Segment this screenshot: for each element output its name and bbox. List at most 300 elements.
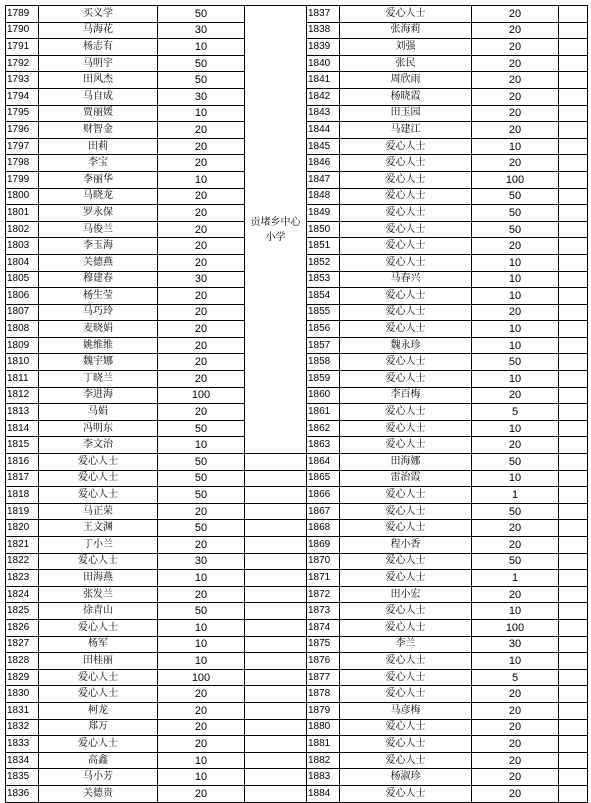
table-row xyxy=(6,537,588,554)
row-id: 1792 xyxy=(6,55,39,72)
empty-cell xyxy=(559,719,588,736)
donation-amount: 10 xyxy=(472,254,559,271)
donation-amount: 30 xyxy=(158,22,245,39)
row-id: 1837 xyxy=(307,6,340,23)
row-id: 1804 xyxy=(6,254,39,271)
donation-amount: 5 xyxy=(472,404,559,421)
donor-name: 爱心人士 xyxy=(340,553,472,570)
row-id: 1884 xyxy=(307,785,340,802)
empty-cell xyxy=(559,603,588,620)
donor-name: 爱心人士 xyxy=(340,653,472,670)
donation-amount: 20 xyxy=(158,155,245,172)
donation-amount: 20 xyxy=(472,72,559,89)
empty-cell xyxy=(559,586,588,603)
donation-amount: 20 xyxy=(472,122,559,139)
row-id: 1796 xyxy=(6,122,39,139)
donation-amount: 50 xyxy=(472,188,559,205)
row-id: 1822 xyxy=(6,553,39,570)
row-id: 1853 xyxy=(307,271,340,288)
donor-name: 田海燕 xyxy=(39,570,158,587)
row-id: 1834 xyxy=(6,752,39,769)
donor-name: 李兰 xyxy=(340,636,472,653)
empty-cell xyxy=(559,22,588,39)
row-id: 1806 xyxy=(6,288,39,305)
donation-amount: 30 xyxy=(472,636,559,653)
row-id: 1809 xyxy=(6,337,39,354)
row-id: 1800 xyxy=(6,188,39,205)
empty-cell xyxy=(559,437,588,454)
row-id: 1871 xyxy=(307,570,340,587)
donor-name: 马娟 xyxy=(39,404,158,421)
row-id: 1812 xyxy=(6,387,39,404)
table-row xyxy=(6,520,588,537)
school-cell-empty xyxy=(245,470,307,487)
donation-amount: 50 xyxy=(158,55,245,72)
donor-name: 丁晓兰 xyxy=(39,371,158,388)
donor-name: 爱心人士 xyxy=(340,669,472,686)
empty-cell xyxy=(559,653,588,670)
table-row xyxy=(6,686,588,703)
donation-amount: 10 xyxy=(472,271,559,288)
donation-amount: 20 xyxy=(472,702,559,719)
empty-cell xyxy=(559,105,588,122)
donor-name: 爱心人士 xyxy=(340,420,472,437)
donation-amount: 20 xyxy=(158,371,245,388)
donor-name: 马小芳 xyxy=(39,769,158,786)
donor-name: 爱心人士 xyxy=(340,188,472,205)
empty-cell xyxy=(559,155,588,172)
donor-name: 马彦梅 xyxy=(340,702,472,719)
donor-name: 买义学 xyxy=(39,6,158,23)
donation-amount: 50 xyxy=(472,354,559,371)
empty-cell xyxy=(559,238,588,255)
donation-amount: 30 xyxy=(158,553,245,570)
row-id: 1805 xyxy=(6,271,39,288)
empty-cell xyxy=(559,702,588,719)
donation-amount: 20 xyxy=(158,503,245,520)
school-cell-empty xyxy=(245,454,307,471)
row-id: 1817 xyxy=(6,470,39,487)
row-id: 1793 xyxy=(6,72,39,89)
donation-amount: 20 xyxy=(158,586,245,603)
donation-amount: 20 xyxy=(472,238,559,255)
donation-amount: 10 xyxy=(158,570,245,587)
donation-amount: 10 xyxy=(158,619,245,636)
table-row xyxy=(6,719,588,736)
empty-cell xyxy=(559,420,588,437)
row-id: 1858 xyxy=(307,354,340,371)
donor-name: 爱心人士 xyxy=(340,520,472,537)
donation-amount: 20 xyxy=(158,288,245,305)
empty-cell xyxy=(559,337,588,354)
row-id: 1856 xyxy=(307,321,340,338)
donor-name: 爱心人士 xyxy=(340,719,472,736)
donation-amount: 20 xyxy=(472,752,559,769)
donor-name: 丁小兰 xyxy=(39,537,158,554)
empty-cell xyxy=(559,487,588,504)
donor-name: 魏宇娜 xyxy=(39,354,158,371)
donor-name: 爱心人士 xyxy=(340,404,472,421)
donation-amount: 10 xyxy=(158,171,245,188)
donation-amount: 20 xyxy=(158,304,245,321)
donation-amount: 10 xyxy=(472,288,559,305)
donor-name: 郑万 xyxy=(39,719,158,736)
school-name-cell xyxy=(245,6,307,454)
donation-amount: 1 xyxy=(472,487,559,504)
donation-table xyxy=(5,5,588,803)
table-row xyxy=(6,570,588,587)
donation-amount: 20 xyxy=(472,304,559,321)
empty-cell xyxy=(559,304,588,321)
donation-amount: 100 xyxy=(472,171,559,188)
table-row xyxy=(6,736,588,753)
donation-amount: 10 xyxy=(158,39,245,56)
row-id: 1801 xyxy=(6,205,39,222)
donor-name: 爱心人士 xyxy=(39,454,158,471)
donor-name: 刘强 xyxy=(340,39,472,56)
donor-name: 爱心人士 xyxy=(340,321,472,338)
donor-name: 马自成 xyxy=(39,88,158,105)
empty-cell xyxy=(559,55,588,72)
school-cell-empty xyxy=(245,520,307,537)
row-id: 1865 xyxy=(307,470,340,487)
school-cell-empty xyxy=(245,537,307,554)
empty-cell xyxy=(559,188,588,205)
row-id: 1823 xyxy=(6,570,39,587)
donation-amount: 20 xyxy=(158,221,245,238)
row-id: 1872 xyxy=(307,586,340,603)
empty-cell xyxy=(559,138,588,155)
row-id: 1830 xyxy=(6,686,39,703)
donation-amount: 50 xyxy=(472,503,559,520)
row-id: 1860 xyxy=(307,387,340,404)
donation-amount: 10 xyxy=(472,371,559,388)
donor-name: 马海花 xyxy=(39,22,158,39)
row-id: 1870 xyxy=(307,553,340,570)
row-id: 1848 xyxy=(307,188,340,205)
donation-amount: 50 xyxy=(158,72,245,89)
donor-name: 爱心人士 xyxy=(340,570,472,587)
row-id: 1799 xyxy=(6,171,39,188)
donation-amount: 20 xyxy=(158,537,245,554)
row-id: 1826 xyxy=(6,619,39,636)
row-id: 1882 xyxy=(307,752,340,769)
row-id: 1833 xyxy=(6,736,39,753)
row-id: 1815 xyxy=(6,437,39,454)
donation-amount: 10 xyxy=(158,752,245,769)
donation-amount: 10 xyxy=(472,321,559,338)
donor-name: 爱心人士 xyxy=(340,371,472,388)
donor-name: 爱心人士 xyxy=(340,354,472,371)
empty-cell xyxy=(559,6,588,23)
donor-name: 爱心人士 xyxy=(39,553,158,570)
school-cell-empty xyxy=(245,570,307,587)
donation-amount: 10 xyxy=(472,337,559,354)
empty-cell xyxy=(559,171,588,188)
empty-cell xyxy=(559,619,588,636)
donation-amount: 10 xyxy=(472,470,559,487)
school-cell-empty xyxy=(245,752,307,769)
donation-amount: 20 xyxy=(472,736,559,753)
row-id: 1839 xyxy=(307,39,340,56)
table-row xyxy=(6,619,588,636)
row-id: 1820 xyxy=(6,520,39,537)
row-id: 1864 xyxy=(307,454,340,471)
row-id: 1869 xyxy=(307,537,340,554)
donor-name: 爱心人士 xyxy=(340,736,472,753)
donor-name: 高鑫 xyxy=(39,752,158,769)
donor-name: 马晓龙 xyxy=(39,188,158,205)
donation-amount: 20 xyxy=(472,22,559,39)
donor-name: 雷治霞 xyxy=(340,470,472,487)
table-row xyxy=(6,653,588,670)
donor-name: 杨志有 xyxy=(39,39,158,56)
table-row xyxy=(6,487,588,504)
donor-name: 爱心人士 xyxy=(340,155,472,172)
table-row xyxy=(6,553,588,570)
donor-name: 姚维维 xyxy=(39,337,158,354)
row-id: 1874 xyxy=(307,619,340,636)
empty-cell xyxy=(559,205,588,222)
donor-name: 爱心人士 xyxy=(340,254,472,271)
empty-cell xyxy=(559,404,588,421)
donation-amount: 20 xyxy=(472,769,559,786)
row-id: 1861 xyxy=(307,404,340,421)
donation-amount: 20 xyxy=(472,537,559,554)
row-id: 1791 xyxy=(6,39,39,56)
donor-name: 爱心人士 xyxy=(340,304,472,321)
donation-amount: 50 xyxy=(158,487,245,504)
donation-amount: 20 xyxy=(472,88,559,105)
empty-cell xyxy=(559,122,588,139)
donor-name: 李丽华 xyxy=(39,171,158,188)
row-id: 1841 xyxy=(307,72,340,89)
table-row xyxy=(6,702,588,719)
donation-amount: 20 xyxy=(472,387,559,404)
donor-name: 马巧玲 xyxy=(39,304,158,321)
donation-amount: 20 xyxy=(472,437,559,454)
donation-amount: 10 xyxy=(472,138,559,155)
donation-amount: 50 xyxy=(472,553,559,570)
empty-cell xyxy=(559,288,588,305)
donor-name: 爱心人士 xyxy=(340,487,472,504)
empty-cell xyxy=(559,686,588,703)
row-id: 1852 xyxy=(307,254,340,271)
donor-name: 冯明东 xyxy=(39,420,158,437)
donor-name: 李宝 xyxy=(39,155,158,172)
table-row xyxy=(6,603,588,620)
row-id: 1835 xyxy=(6,769,39,786)
empty-cell xyxy=(559,470,588,487)
empty-cell xyxy=(559,254,588,271)
donation-amount: 10 xyxy=(472,420,559,437)
row-id: 1821 xyxy=(6,537,39,554)
empty-cell xyxy=(559,321,588,338)
donor-name: 魏永珍 xyxy=(340,337,472,354)
school-cell-empty xyxy=(245,487,307,504)
donation-amount: 20 xyxy=(472,39,559,56)
row-id: 1798 xyxy=(6,155,39,172)
donor-name: 爱心人士 xyxy=(340,171,472,188)
table-row xyxy=(6,6,588,23)
row-id: 1847 xyxy=(307,171,340,188)
row-id: 1845 xyxy=(307,138,340,155)
row-id: 1842 xyxy=(307,88,340,105)
row-id: 1875 xyxy=(307,636,340,653)
donation-amount: 20 xyxy=(158,337,245,354)
donor-name: 爱心人士 xyxy=(39,669,158,686)
donation-amount: 20 xyxy=(158,205,245,222)
row-id: 1790 xyxy=(6,22,39,39)
row-id: 1876 xyxy=(307,653,340,670)
empty-cell xyxy=(559,537,588,554)
empty-cell xyxy=(559,785,588,802)
donor-name: 爱心人士 xyxy=(340,288,472,305)
table-row xyxy=(6,752,588,769)
table-row xyxy=(6,785,588,802)
donor-name: 马春兴 xyxy=(340,271,472,288)
donation-amount: 30 xyxy=(158,88,245,105)
row-id: 1843 xyxy=(307,105,340,122)
donation-amount: 100 xyxy=(472,619,559,636)
row-id: 1877 xyxy=(307,669,340,686)
donation-amount: 10 xyxy=(158,105,245,122)
donor-name: 张海莉 xyxy=(340,22,472,39)
school-cell-empty xyxy=(245,769,307,786)
row-id: 1825 xyxy=(6,603,39,620)
row-id: 1814 xyxy=(6,420,39,437)
donation-amount: 20 xyxy=(472,6,559,23)
school-cell-empty xyxy=(245,603,307,620)
donor-name: 徐青山 xyxy=(39,603,158,620)
donation-amount: 50 xyxy=(472,221,559,238)
donor-name: 李玉海 xyxy=(39,238,158,255)
donor-name: 张发兰 xyxy=(39,586,158,603)
row-id: 1855 xyxy=(307,304,340,321)
row-id: 1828 xyxy=(6,653,39,670)
donation-amount: 20 xyxy=(158,122,245,139)
donation-amount: 10 xyxy=(158,653,245,670)
donation-amount: 100 xyxy=(158,387,245,404)
empty-cell xyxy=(559,39,588,56)
donation-amount: 20 xyxy=(472,686,559,703)
donor-name: 田玉园 xyxy=(340,105,472,122)
donation-amount: 5 xyxy=(472,669,559,686)
donation-amount: 50 xyxy=(472,454,559,471)
row-id: 1881 xyxy=(307,736,340,753)
donor-name: 田桂丽 xyxy=(39,653,158,670)
donation-amount: 50 xyxy=(158,6,245,23)
school-cell-empty xyxy=(245,619,307,636)
empty-cell xyxy=(559,371,588,388)
donation-amount: 20 xyxy=(472,155,559,172)
row-id: 1866 xyxy=(307,487,340,504)
school-cell-empty xyxy=(245,669,307,686)
donor-name: 爱心人士 xyxy=(340,686,472,703)
donor-name: 爱心人士 xyxy=(340,138,472,155)
empty-cell xyxy=(559,520,588,537)
donor-name: 麦晓娟 xyxy=(39,321,158,338)
donor-name: 爱心人士 xyxy=(39,686,158,703)
donation-amount: 20 xyxy=(158,702,245,719)
donation-amount: 20 xyxy=(158,254,245,271)
table-body xyxy=(6,6,588,803)
row-id: 1808 xyxy=(6,321,39,338)
donor-name: 马明宇 xyxy=(39,55,158,72)
empty-cell xyxy=(559,669,588,686)
empty-cell xyxy=(559,72,588,89)
table-row xyxy=(6,503,588,520)
donor-name: 爱心人士 xyxy=(340,238,472,255)
donor-name: 爱心人士 xyxy=(340,503,472,520)
row-id: 1794 xyxy=(6,88,39,105)
row-id: 1807 xyxy=(6,304,39,321)
donor-name: 爱心人士 xyxy=(39,487,158,504)
donation-amount: 10 xyxy=(158,769,245,786)
donation-amount: 20 xyxy=(472,520,559,537)
row-id: 1857 xyxy=(307,337,340,354)
donor-name: 贾丽媛 xyxy=(39,105,158,122)
donor-name: 穆建春 xyxy=(39,271,158,288)
empty-cell xyxy=(559,503,588,520)
row-id: 1859 xyxy=(307,371,340,388)
donation-amount: 20 xyxy=(158,404,245,421)
row-id: 1824 xyxy=(6,586,39,603)
donation-amount: 20 xyxy=(158,238,245,255)
donation-amount: 20 xyxy=(158,188,245,205)
donor-name: 关德贵 xyxy=(39,785,158,802)
row-id: 1867 xyxy=(307,503,340,520)
donor-name: 爱心人士 xyxy=(39,619,158,636)
table-row xyxy=(6,454,588,471)
row-id: 1818 xyxy=(6,487,39,504)
table-row xyxy=(6,586,588,603)
donor-name: 爱心人士 xyxy=(340,619,472,636)
donor-name: 杨晓霞 xyxy=(340,88,472,105)
donor-name: 爱心人士 xyxy=(340,785,472,802)
table-row xyxy=(6,470,588,487)
donation-amount: 20 xyxy=(158,785,245,802)
donation-amount: 20 xyxy=(472,55,559,72)
donor-name: 财智金 xyxy=(39,122,158,139)
donation-amount: 100 xyxy=(158,669,245,686)
donation-amount: 20 xyxy=(158,321,245,338)
row-id: 1811 xyxy=(6,371,39,388)
row-id: 1789 xyxy=(6,6,39,23)
table-row xyxy=(6,636,588,653)
row-id: 1813 xyxy=(6,404,39,421)
donation-amount: 1 xyxy=(472,570,559,587)
empty-cell xyxy=(559,454,588,471)
donor-name: 罗永保 xyxy=(39,205,158,222)
row-id: 1838 xyxy=(307,22,340,39)
donor-name: 爱心人士 xyxy=(340,221,472,238)
empty-cell xyxy=(559,553,588,570)
row-id: 1795 xyxy=(6,105,39,122)
donor-name: 马正荣 xyxy=(39,503,158,520)
school-cell-empty xyxy=(245,719,307,736)
empty-cell xyxy=(559,88,588,105)
donor-name: 杨生莹 xyxy=(39,288,158,305)
donor-name: 马俊兰 xyxy=(39,221,158,238)
row-id: 1840 xyxy=(307,55,340,72)
donation-amount: 20 xyxy=(472,586,559,603)
row-id: 1862 xyxy=(307,420,340,437)
empty-cell xyxy=(559,736,588,753)
donor-name: 爱心人士 xyxy=(39,736,158,753)
row-id: 1873 xyxy=(307,603,340,620)
row-id: 1802 xyxy=(6,221,39,238)
